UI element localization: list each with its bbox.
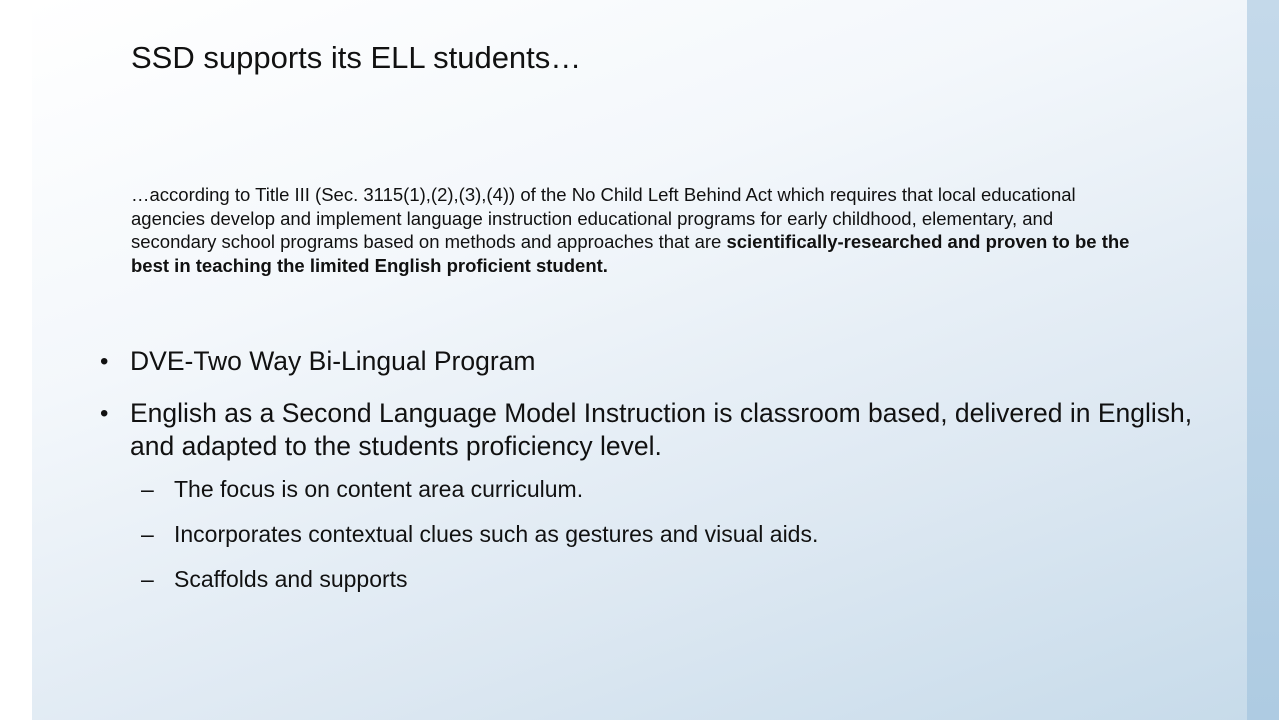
intro-paragraph (131, 183, 1131, 277)
sub-bullet-item (99, 519, 1199, 549)
slide-title: SSD supports its ELL students… (131, 40, 582, 75)
intro-text: …according to Title III (Sec. 3115(1),(2),(3),(4)) of the No Child Left Behind Act which requires that local educational agencies develop and implement language instruction educational programs for early childhood, elementary, and secondary school programs based on methods and approaches that are (131, 184, 1076, 253)
bullet-item-esl (99, 397, 1199, 463)
sub-bullet-text: Scaffolds and supports (174, 566, 408, 592)
sub-bullet-item (99, 564, 1199, 594)
sub-bullet-marker: – (141, 566, 154, 592)
sub-bullet-item (99, 474, 1199, 504)
bullet-marker: • (100, 400, 109, 427)
bullet-marker: • (100, 348, 109, 375)
bullet-text: English as a Second Language Model Instruction is classroom based, delivered in English, and adapted to the students proficiency level. (130, 398, 1193, 461)
sub-bullet-marker: – (141, 521, 154, 547)
sub-bullet-marker: – (141, 476, 154, 502)
bullet-text: DVE-Two Way Bi-Lingual Program (130, 346, 536, 376)
bullet-list (99, 345, 1199, 609)
sub-bullet-text: The focus is on content area curriculum. (174, 476, 584, 502)
intro-bold-text: scientifically-researched and proven to be the best in teaching the limited English proficient student. (131, 231, 1130, 276)
bullet-item-dve (99, 345, 1199, 378)
sub-bullet-text: Incorporates contextual clues such as gestures and visual aids. (174, 521, 819, 547)
right-edge-strip (1247, 0, 1279, 720)
